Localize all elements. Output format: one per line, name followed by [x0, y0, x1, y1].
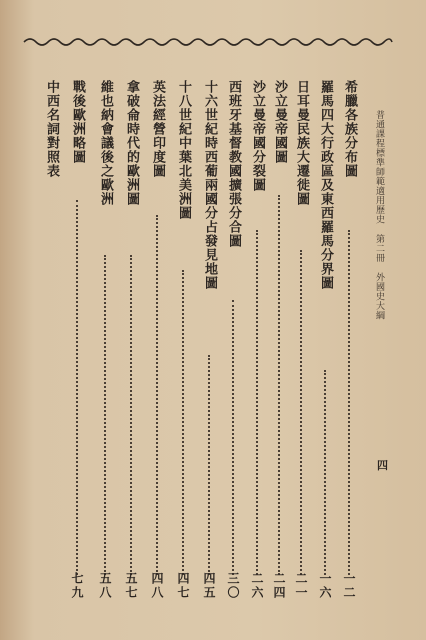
leader-dots — [130, 255, 132, 575]
toc-entry-title: 十六世紀時西葡兩國分占發見地圖 — [202, 80, 217, 290]
toc-entry-title: 沙立曼帝國圖 — [272, 80, 287, 164]
leader-dots — [232, 300, 234, 575]
decorative-wavy-rule — [22, 36, 394, 48]
toc-entry — [224, 80, 242, 600]
leader-dots — [104, 255, 106, 575]
toc-entry-title: 英法經營印度圖 — [150, 80, 165, 178]
toc-entry — [68, 80, 86, 600]
toc-entry — [42, 80, 60, 600]
toc-entry-title: 中西名詞對照表 — [44, 80, 59, 178]
leader-dots — [156, 215, 158, 575]
toc-entry — [340, 80, 358, 600]
toc-entry-title: 羅馬四大行政區及東西羅馬分界圖 — [318, 80, 333, 290]
toc-entry-page: 一二 — [342, 572, 356, 600]
leader-dots — [208, 355, 210, 575]
toc-entry-page: 四五 — [202, 572, 216, 600]
series-title: 普通課程標準師範適用歷史 — [374, 110, 384, 224]
page-number: 四 — [377, 459, 388, 472]
leader-dots — [324, 370, 326, 575]
toc-entry — [148, 80, 166, 600]
toc-entry — [292, 80, 310, 600]
running-header — [372, 110, 386, 320]
toc-entry — [200, 80, 218, 600]
toc-entry — [174, 80, 192, 600]
leader-dots — [300, 250, 302, 575]
leader-dots — [348, 230, 350, 575]
toc-entry-title: 希臘各族分布圖 — [342, 80, 357, 178]
toc-entry-page: 二四 — [272, 572, 286, 600]
leader-dots — [256, 230, 258, 575]
leader-dots — [76, 200, 78, 575]
toc-entry — [248, 80, 266, 600]
leader-dots — [278, 195, 280, 575]
toc-entry-title: 日耳曼民族大遷徙圖 — [294, 80, 309, 206]
toc-entry-title: 維也納會議後之歐洲 — [98, 80, 113, 206]
toc-entry — [122, 80, 140, 600]
toc-entry-title: 十八世紀中葉北美洲圖 — [176, 80, 191, 220]
toc-entry-title: 戰後歐洲略圖 — [70, 80, 85, 164]
subject-title: 外國史大綱 — [374, 272, 384, 320]
toc-entry-title: 拿破侖時代的歐洲圖 — [124, 80, 139, 206]
toc-entry-page: 四七 — [176, 572, 190, 600]
toc-entry-title: 沙立曼帝國分裂圖 — [250, 80, 265, 192]
toc-entry-page: 三〇 — [226, 572, 240, 600]
toc-entry-page: 一六 — [318, 572, 332, 600]
volume-label: 第二冊 — [374, 234, 384, 263]
toc-entry-page: 五八 — [98, 572, 112, 600]
toc-entry-page: 七九 — [70, 572, 84, 600]
toc-entry-title: 西班牙基督教國擴張分合圖 — [226, 80, 241, 248]
toc-entry-page: 五七 — [124, 572, 138, 600]
toc-entry — [316, 80, 334, 600]
toc-entry — [270, 80, 288, 600]
toc-entry-page: 二六 — [250, 572, 264, 600]
toc-entry — [96, 80, 114, 600]
toc-entry-page: 四八 — [150, 572, 164, 600]
toc-entry-page: 二一 — [294, 572, 308, 600]
leader-dots — [182, 270, 184, 575]
